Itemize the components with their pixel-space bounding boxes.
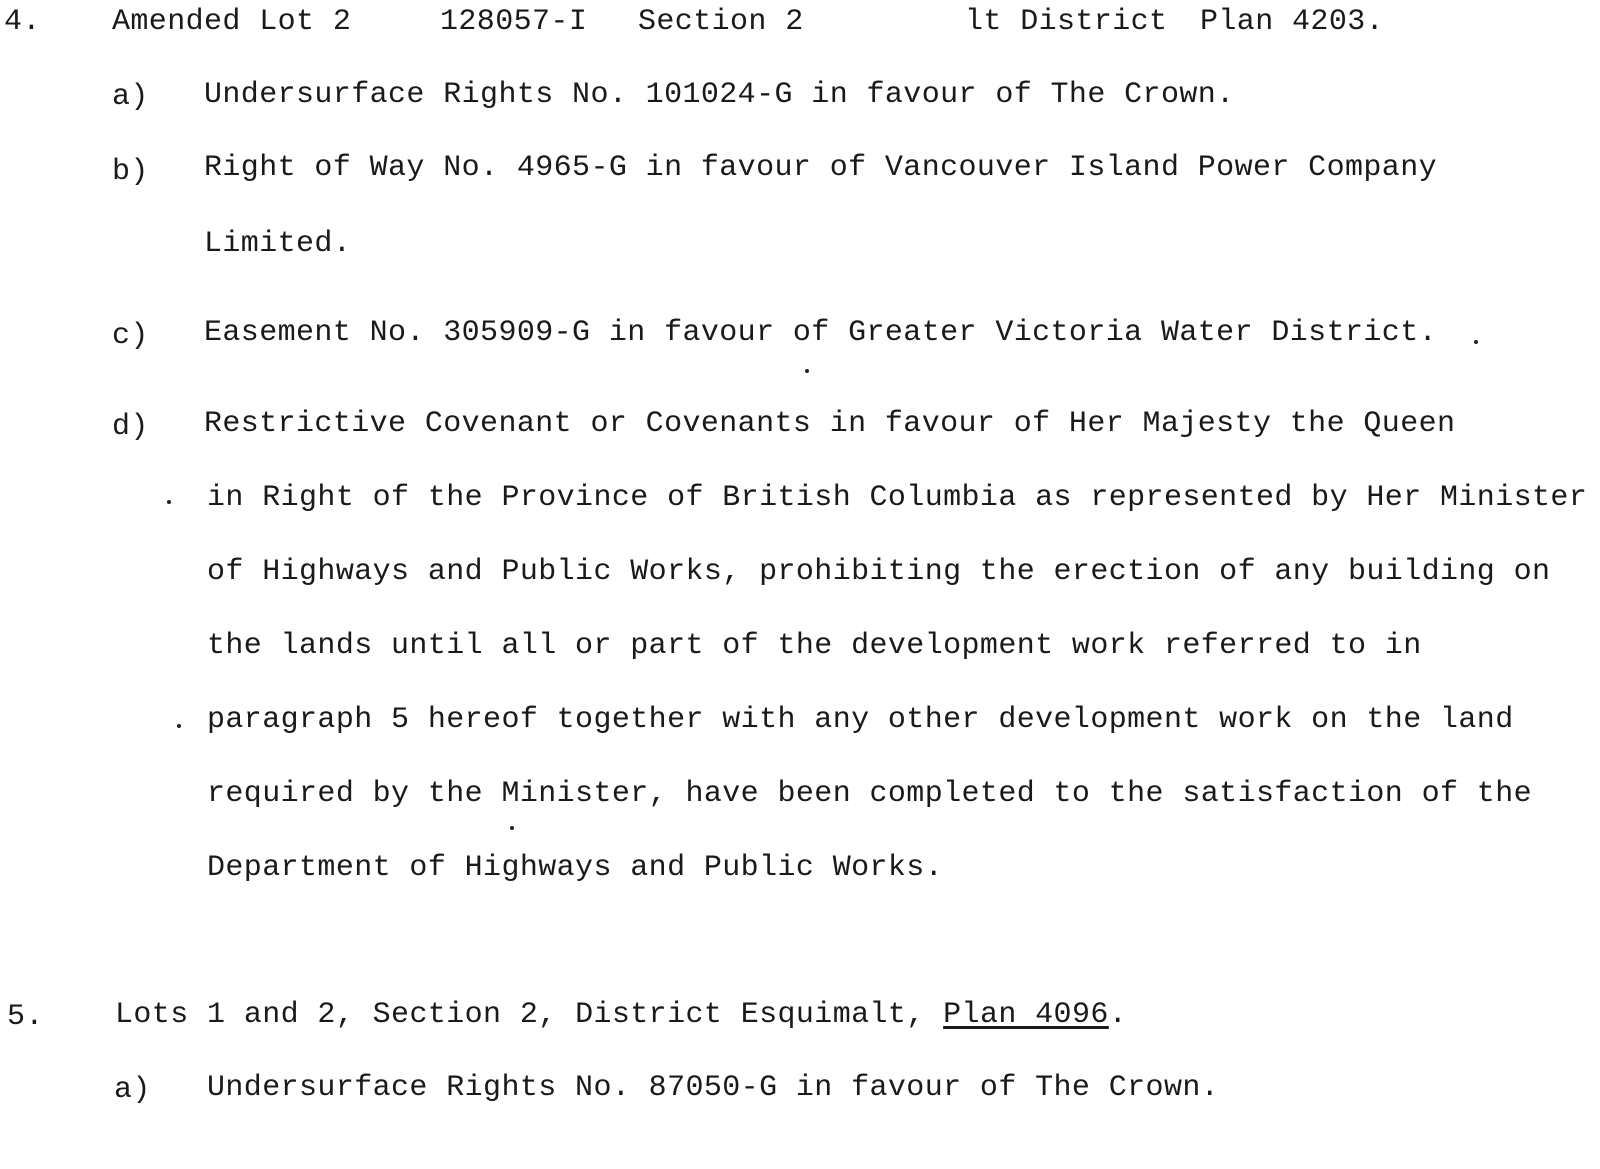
item-4-district: lt District [965, 5, 1168, 39]
item-4-ref: 128057-I [440, 5, 588, 39]
item-4b-line-1: Right of Way No. 4965-G in favour of Vancouver Island Power Company [204, 151, 1437, 185]
item-4-plan: Plan 4203. [1200, 5, 1385, 39]
stray-mark [805, 369, 809, 373]
stray-mark [1474, 340, 1478, 344]
item-4-lot: Amended Lot 2 [112, 5, 352, 39]
item-5-heading-prefix: Lots 1 and 2, Section 2, District Esquimalt, [115, 998, 944, 1032]
item-4d-line-3: of Highways and Public Works, prohibiting the erection of any building on [207, 555, 1551, 589]
item-5a-label: a) [114, 1073, 151, 1107]
item-5-plan: Plan 4096 [943, 998, 1109, 1032]
item-5a-text: Undersurface Rights No. 87050-G in favour of The Crown. [207, 1071, 1220, 1105]
item-5-heading-suffix: . [1108, 998, 1128, 1032]
item-4b-label: b) [112, 155, 149, 189]
item-4d-line-7: Department of Highways and Public Works. [207, 851, 944, 885]
item-4d-line-6: required by the Minister, have been completed to the satisfaction of the [207, 777, 1533, 811]
item-4-section: Section 2 [638, 5, 804, 39]
item-5-number: 5. [7, 1000, 44, 1034]
stray-mark [167, 500, 171, 504]
item-4b-line-2: Limited. [204, 227, 352, 261]
item-5-heading [115, 998, 1127, 1032]
item-4d-line-4: the lands until all or part of the development work referred to in [207, 629, 1422, 663]
item-4d-line-1: Restrictive Covenant or Covenants in favour of Her Majesty the Queen [204, 407, 1456, 441]
item-4d-line-5: paragraph 5 hereof together with any other development work on the land [207, 703, 1514, 737]
item-4c-label: c) [112, 319, 149, 353]
item-4c-text: Easement No. 305909-G in favour of Greater Victoria Water District. [204, 316, 1437, 350]
item-4-number: 4. [4, 5, 41, 39]
stray-mark [177, 724, 181, 728]
stray-mark [510, 826, 514, 830]
item-4d-label: d) [112, 410, 149, 444]
item-4d-line-2: in Right of the Province of British Columbia as represented by Her Minister [207, 481, 1588, 515]
item-4a-text: Undersurface Rights No. 101024-G in favour of The Crown. [204, 78, 1235, 112]
item-4a-label: a) [112, 80, 149, 114]
item-4-heading [0, 5, 1600, 39]
